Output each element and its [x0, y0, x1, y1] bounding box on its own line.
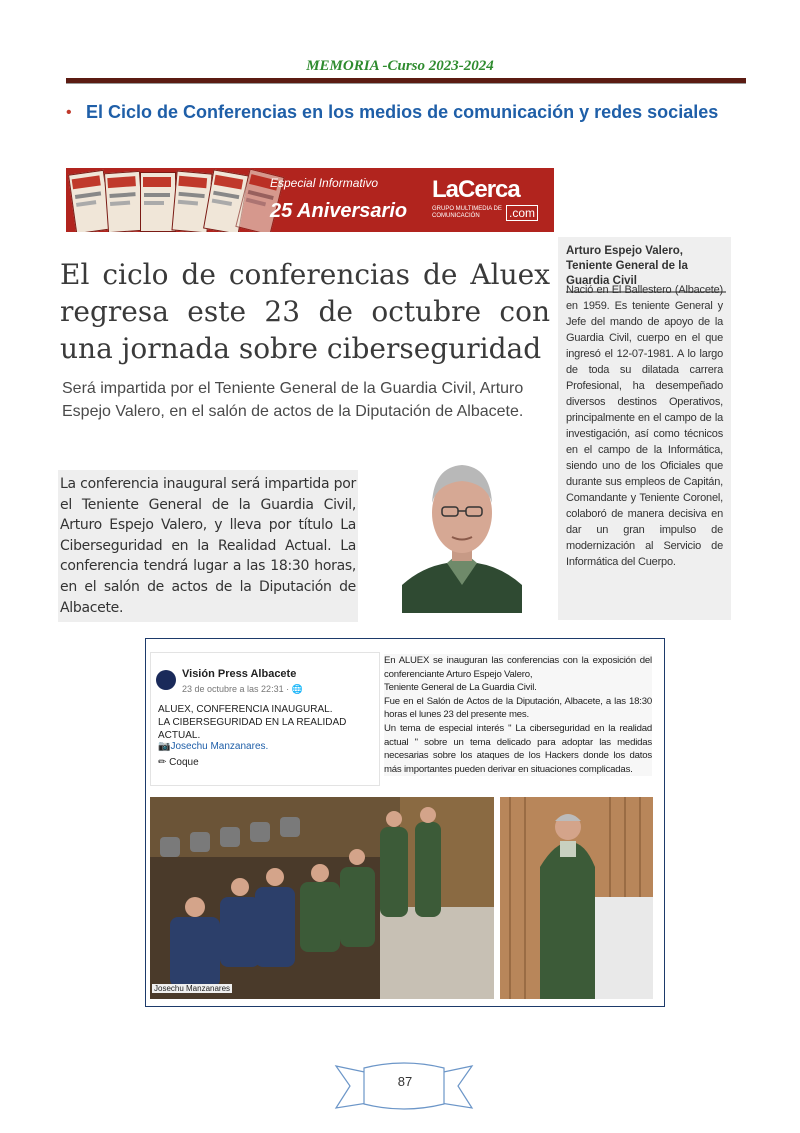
- photo-caption: Josechu Manzanares: [154, 984, 231, 993]
- post-body-paragraph: Teniente General de La Guardia Civil.: [384, 682, 537, 694]
- post-body-paragraph: Un tema de especial interés " La ciberseguridad en la realidad actual " sobre un tema delicado para adoptar las medidas necesarias sobre los ataques de los Hackers donde los datos más importantes pueden derivar en situaciones complicadas.: [384, 722, 652, 775]
- article-headline: El ciclo de conferencias de Aluex regresa este 23 de octubre con una jornada sobre ciberseguridad: [60, 258, 550, 365]
- header-rule: [66, 78, 746, 84]
- magazine-cover-icon: [104, 171, 144, 232]
- post-author-credit: ✏ Coque: [158, 757, 199, 768]
- banner-anniversary-label: 25 Aniversario: [270, 200, 408, 222]
- post-page-name: Visión Press Albacete: [182, 668, 297, 680]
- post-text-line: ALUEX, CONFERENCIA INAUGURAL.: [158, 704, 333, 715]
- page-avatar-icon: [156, 670, 176, 690]
- bio-title: Arturo Espejo Valero, Teniente General de la Guardia Civil: [566, 244, 726, 293]
- banner-group-label: GRUPO MULTIMEDIA DE COMUNICACIÓN: [432, 206, 502, 219]
- lacerca-logo: LaCerca: [432, 176, 520, 203]
- speaker-portrait: [402, 445, 522, 613]
- post-text: [158, 703, 378, 742]
- post-photo-credit: 📷Josechu Manzanares.: [158, 741, 269, 752]
- post-text-line: LA CIBERSEGURIDAD EN LA REALIDAD ACTUAL.: [158, 717, 347, 741]
- section-title: El Ciclo de Conferencias en los medios de comunicación y redes sociales: [86, 102, 719, 122]
- page-number: 87: [397, 1074, 413, 1089]
- post-body-paragraph: Fue en el Salón de Actos de la Diputación, Albacete, a las 18:30 horas el lunes 23 del presente mes.: [384, 695, 652, 721]
- article-intro: La conferencia inaugural será impartida por el Teniente General de la Guardia Civil, Arturo Espejo Valero, y lleva por título La Ciberseguridad en la Realidad Actual. La conferencia tendrá lugar a las 18:30 horas, en el salón de actos de la Diputación de Albacete.: [58, 470, 358, 622]
- audience-photo: [150, 797, 494, 999]
- post-body: [384, 654, 652, 776]
- article-subtitle: Será impartida por el Teniente General de la Guardia Civil, Arturo Espejo Valero, en el salón de actos de la Diputación de Albacete.: [62, 380, 524, 420]
- post-body-paragraph: En ALUEX se inauguran las conferencias con la exposición del conferenciante Arturo Espejo Valero,: [384, 655, 652, 680]
- post-date: 23 de octubre a las 22:31 · 🌐: [182, 684, 303, 694]
- magazine-cover-icon: [140, 172, 176, 232]
- speaker-photo: [500, 797, 653, 999]
- banner-special-label: Especial Informativo: [270, 176, 379, 190]
- bio-text: Nació en El Ballestero (Albacete) en 1959. Es teniente General y Jefe del mando de apoyo de la Guardia Civil, cuerpo en el que ingresó el 12-07-1981. A lo largo de toda su dilatada carrera Profesional, ha desempeñado diversos destinos Operativos, principalmente en el campo de la investigación, así como técnicos en el campo de la Informática, siendo uno de los Oficiales que durante sus empleos de Capitán, Comandante y Teniente Coronel, colaboró de manera decisiva en dar un gran impulso de modernización al Servicio de Informática del Cuerpo.: [566, 284, 723, 568]
- bullet-icon: •: [66, 104, 72, 121]
- banner-com-label: .com: [506, 205, 538, 221]
- document-header-title: MEMORIA -Curso 2023-2024: [306, 58, 494, 74]
